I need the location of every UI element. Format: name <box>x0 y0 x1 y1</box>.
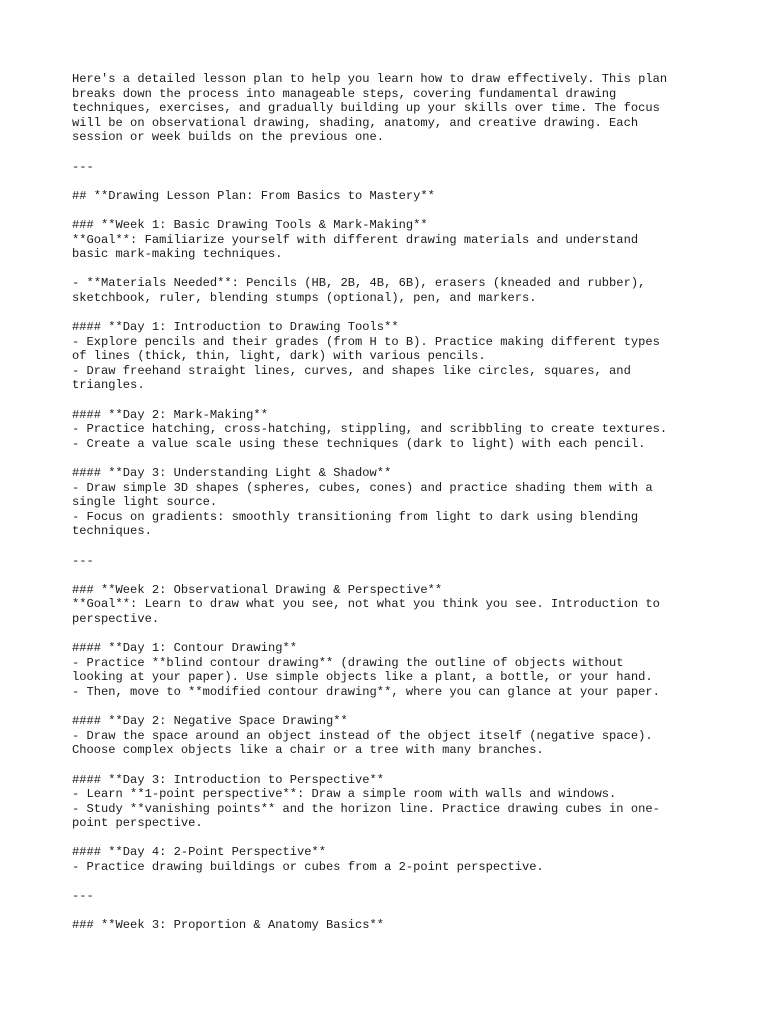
text-line: ### **Week 3: Proportion & Anatomy Basics** <box>72 918 385 933</box>
text-line: - **Materials Needed**: Pencils (HB, 2B, 4B, 6B), erasers (kneaded and rubber), <box>72 276 646 291</box>
paragraph <box>72 189 712 204</box>
text-line: single light source. <box>72 495 218 510</box>
text-line: techniques, exercises, and gradually building up your skills over time. The focus <box>72 101 660 116</box>
text-line: breaks down the process into manageable steps, covering fundamental drawing <box>72 86 617 101</box>
paragraph <box>72 276 712 305</box>
text-line: looking at your paper). Use simple objects like a plant, a bottle, or your hand. <box>72 670 653 685</box>
text-line: #### **Day 2: Negative Space Drawing** <box>72 714 348 729</box>
text-line: **Goal**: Familiarize yourself with different drawing materials and understand <box>72 232 639 247</box>
text-line: triangles. <box>72 378 145 393</box>
text-line: #### **Day 2: Mark-Making** <box>72 407 268 422</box>
text-line: - Practice hatching, cross-hatching, stippling, and scribbling to create textures. <box>72 422 668 437</box>
paragraph <box>72 773 712 831</box>
paragraph <box>72 714 712 758</box>
text-line: **Goal**: Learn to draw what you see, not what you think you see. Introduction to <box>72 597 660 612</box>
text-line: --- <box>72 553 94 568</box>
text-line: --- <box>72 159 94 174</box>
text-line: ### **Week 2: Observational Drawing & Perspective** <box>72 582 443 597</box>
text-line: - Practice **blind contour drawing** (drawing the outline of objects without <box>72 655 624 670</box>
text-line: - Create a value scale using these techniques (dark to light) with each pencil. <box>72 436 646 451</box>
paragraph <box>72 160 712 175</box>
text-line: techniques. <box>72 524 152 539</box>
paragraph <box>72 583 712 627</box>
text-line: - Explore pencils and their grades (from H to B). Practice making different types <box>72 334 660 349</box>
text-line: sketchbook, ruler, blending stumps (optional), pen, and markers. <box>72 290 537 305</box>
paragraph <box>72 554 712 569</box>
paragraph <box>72 320 712 393</box>
text-line: - Practice drawing buildings or cubes from a 2-point perspective. <box>72 860 544 875</box>
paragraph <box>72 408 712 452</box>
text-line: #### **Day 3: Introduction to Perspective** <box>72 772 385 787</box>
text-line: #### **Day 1: Contour Drawing** <box>72 641 297 656</box>
text-line: #### **Day 4: 2-Point Perspective** <box>72 845 327 860</box>
text-line: Choose complex objects like a chair or a tree with many branches. <box>72 743 544 758</box>
text-line: Here's a detailed lesson plan to help you learn how to draw effectively. This plan <box>72 72 668 86</box>
paragraph <box>72 218 712 262</box>
text-line: basic mark-making techniques. <box>72 247 283 262</box>
text-line: --- <box>72 889 94 904</box>
text-line: - Focus on gradients: smoothly transitioning from light to dark using blending <box>72 509 639 524</box>
text-line: will be on observational drawing, shading, anatomy, and creative drawing. Each <box>72 115 639 130</box>
document-body <box>72 72 712 948</box>
text-line: point perspective. <box>72 816 203 831</box>
text-line: - Then, move to **modified contour drawing**, where you can glance at your paper. <box>72 684 660 699</box>
text-line: - Draw the space around an object instead of the object itself (negative space). <box>72 728 653 743</box>
paragraph <box>72 641 712 699</box>
text-line: - Draw freehand straight lines, curves, and shapes like circles, squares, and <box>72 363 631 378</box>
paragraph <box>72 845 712 874</box>
text-line: perspective. <box>72 611 160 626</box>
text-line: of lines (thick, thin, light, dark) with various pencils. <box>72 349 486 364</box>
text-line: ## **Drawing Lesson Plan: From Basics to Mastery** <box>72 188 435 203</box>
text-line: session or week builds on the previous one. <box>72 130 385 145</box>
text-line: #### **Day 1: Introduction to Drawing Tools** <box>72 320 399 335</box>
paragraph <box>72 72 712 145</box>
text-line: #### **Day 3: Understanding Light & Shadow** <box>72 466 392 481</box>
text-line: - Study **vanishing points** and the horizon line. Practice drawing cubes in one- <box>72 801 660 816</box>
paragraph <box>72 889 712 904</box>
paragraph <box>72 466 712 539</box>
paragraph <box>72 918 712 933</box>
text-line: - Learn **1-point perspective**: Draw a simple room with walls and windows. <box>72 787 617 802</box>
text-line: ### **Week 1: Basic Drawing Tools & Mark-Making** <box>72 217 428 232</box>
text-line: - Draw simple 3D shapes (spheres, cubes, cones) and practice shading them with a <box>72 480 653 495</box>
